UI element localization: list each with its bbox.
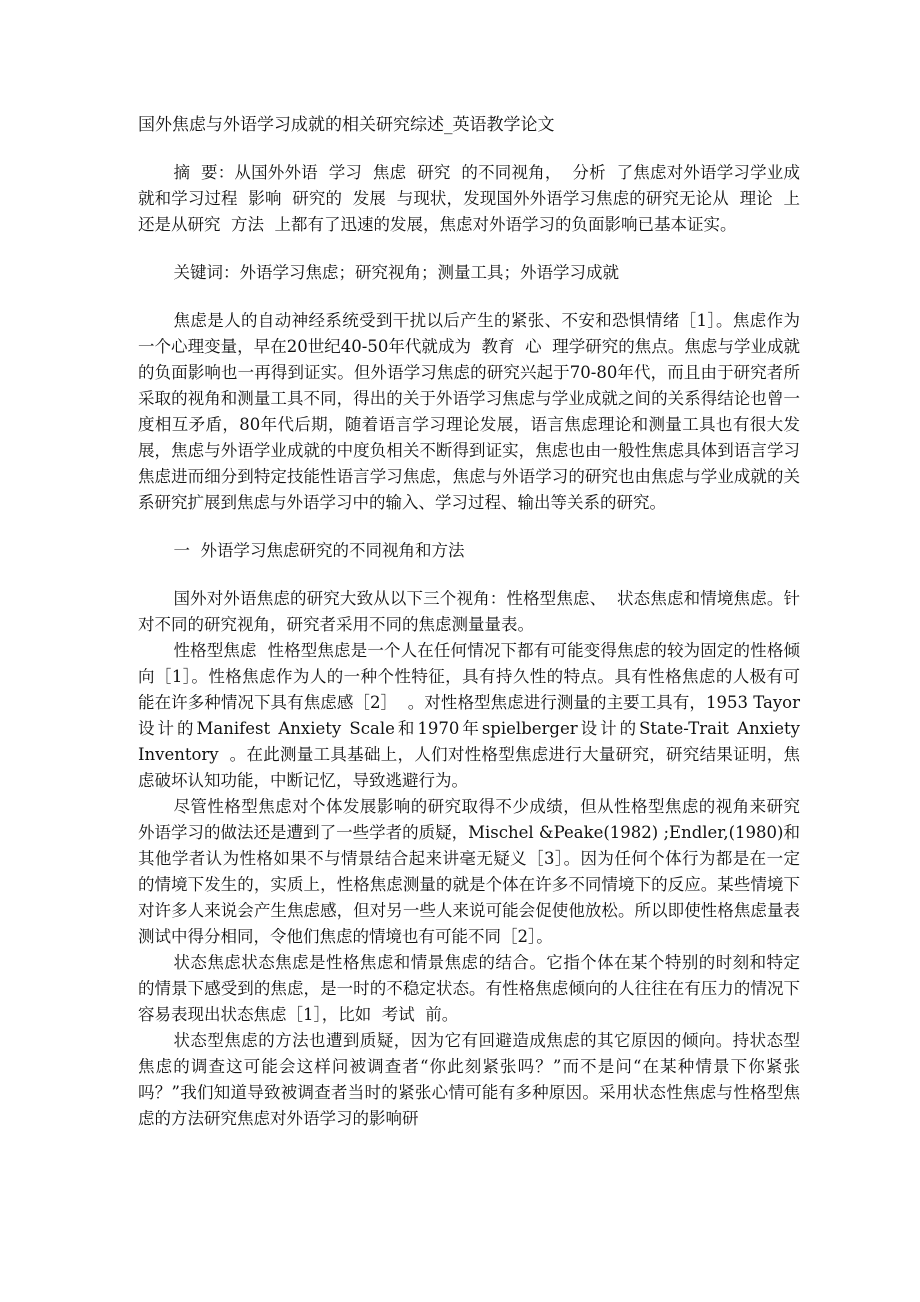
body-paragraph: 状态型焦虑的方法也遭到质疑，因为它有回避造成焦虑的其它原因的倾向。持状态型焦虑的调查这可能会这样问被调查者“你此刻紧张吗？”而不是问“在某种情景下你紧张吗？”我们知道导致被调查者当时的紧张心情可能有多种原因。采用状态性焦虑与性格型焦虑的方法研究焦虑对外语学习的影响研 (138, 1031, 800, 1128)
body-paragraph: 性格型焦虑 性格型焦虑是一个人在任何情况下都有可能变得焦虑的较为固定的性格倾向［1］。性格焦虑作为人的一种个性特征，具有持久性的特点。具有性格焦虑的人极有可能在许多种情况下具有焦虑感［2］ 。对性格型焦虑进行测量的主要工具有，1953 Tayor设计的Manifest Anxiety Scale和1970年spielberger设计的State-Trait Anxiety Inventory 。在此测量工具基础上，人们对性格型焦虑进行大量研究，研究结果证明，焦虑破坏认知功能，中断记忆，导致逃避行为。 (138, 641, 806, 790)
abstract-paragraph: 摘 要：从国外外语 学习 焦虑 研究 的不同视角， 分析 了焦虑对外语学习学业成就和学习过程 影响 研究的 发展 与现状，发现国外外语学习焦虑的研究无论从 理论 上还是从研究 方法 上都有了迅速的发展，焦虑对外语学习的负面影响已基本证实。 (138, 163, 800, 234)
body-paragraph: 状态焦虑状态焦虑是性格焦虑和情景焦虑的结合。它指个体在某个特别的时刻和特定的情景下感受到的焦虑，是一时的不稳定状态。有性格焦虑倾向的人往往在有压力的情况下容易表现出状态焦虑［1］，比如 考试 前。 (138, 953, 800, 1024)
body-paragraph: 尽管性格型焦虑对个体发展影响的研究取得不少成绩，但从性格型焦虑的视角来研究外语学习的做法还是遭到了一些学者的质疑，Mischel &Peake(1982) ;Endler,(1980)和其他学者认为性格如果不与情景结合起来讲毫无疑义［3］。因为任何个体行为都是在一定的情境下发生的，实质上，性格焦虑测量的就是个体在许多不同情境下的反应。某些情境下对许多人来说会产生焦虑感，但对另一些人来说可能会促使他放松。所以即使性格焦虑量表测试中得分相同，令他们焦虑的情境也有可能不同［2］。 (138, 797, 800, 946)
body-paragraph: 国外对外语焦虑的研究大致从以下三个视角：性格型焦虑、 状态焦虑和情境焦虑。针对不同的研究视角，研究者采用不同的焦虑测量量表。 (138, 589, 800, 634)
section-heading: 一 外语学习焦虑研究的不同视角和方法 (173, 541, 465, 560)
keywords-line: 关键词：外语学习焦虑；研究视角；测量工具；外语学习成就 (173, 263, 619, 282)
document-title: 国外焦虑与外语学习成就的相关研究综述_英语教学论文 (138, 115, 555, 135)
intro-paragraph: 焦虑是人的自动神经系统受到干扰以后产生的紧张、不安和恐惧情绪［1］。焦虑作为一个心理变量，早在20世纪40-50年代就成为 教育 心 理学研究的焦点。焦虑与学业成就的负面影响也一再得到证实。但外语学习焦虑的研究兴起于70-80年代，而且由于研究者所采取的视角和测量工具不同，得出的关于外语学习焦虑与学业成就之间的关系得结论也曾一度相互矛盾，80年代后期，随着语言学习理论发展，语言焦虑理论和测量工具也有很大发展，焦虑与外语学业成就的中度负相关不断得到证实，焦虑也由一般性焦虑具体到语言学习焦虑进而细分到特定技能性语言学习焦虑，焦虑与外语学习的研究也由焦虑与学业成就的关系研究扩展到焦虑与外语学习中的输入、学习过程、输出等关系的研究。 (138, 311, 800, 512)
